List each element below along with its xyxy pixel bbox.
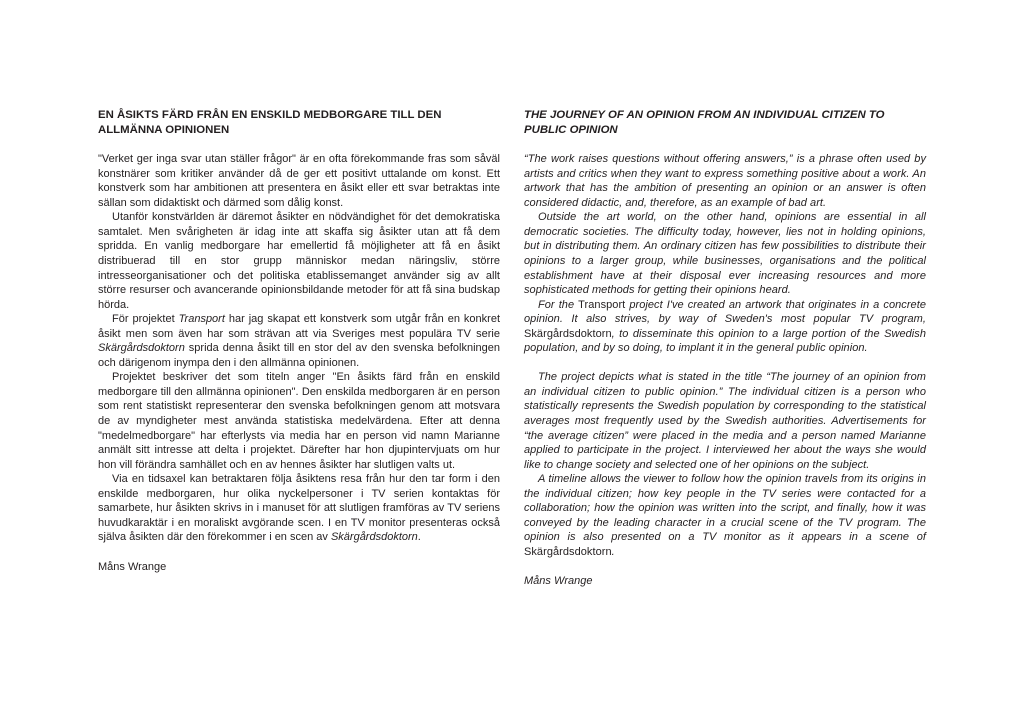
text-run: För projektet — [112, 313, 179, 326]
title-skargardsdoktorn: Skärgårdsdoktorn — [524, 327, 612, 340]
swedish-paragraph-1: "Verket ger inga svar utan ställer frågor" är en ofta förekommande fras som såväl konstnärer som kritiker använder då de ger ett positivt uttalande om konst. Ett konstverk som har ambitionen att presentera en åsikt eller ett svar betraktas inte sällan som didaktiskt och därmed som dålig konst. — [98, 153, 500, 209]
swedish-body — [98, 152, 500, 545]
title-transport: Transport — [578, 298, 626, 311]
english-body — [524, 152, 926, 559]
english-title: THE JOURNEY OF AN OPINION FROM AN INDIVIDUAL CITIZEN TO PUBLIC OPINION — [524, 109, 885, 136]
english-paragraph-4: The project depicts what is stated in the title “The journey of an opinion from an individual citizen to public opinion.” The individual citizen is a person who statistically represents the Swedish population by corresponding to the statistical averages most frequently used by the Swedish authorities. Advertisements for “the average citizen” were placed in the media and a person named Marianne applied to participate in the project. I interviewed her about the ways she would like to change society and selected one of her opinions on the subject. — [524, 371, 926, 471]
swedish-column — [98, 108, 500, 574]
text-run: project I've created an artwork that originates in a concrete opinion. It also strives, by way of Sweden's most popular TV program, — [524, 298, 926, 326]
text-run: , to disseminate this opinion to a large portion of the Swedish population, and by so doing, to implant it in the general public opinion. — [524, 327, 926, 355]
swedish-paragraph-4: Projektet beskriver det som titeln anger "En åsikts färd från en enskild medborgare till den allmänna opinionen". Den enskilda medborgaren är en person som rent statistiskt representerar den svenska befolkningen genom att motsvara de av myndigheter mest använda statistiska medelvärdena. Efter att denna "medelmedborgare" har efterlysts via media har en person vid namn Marianne anmält sitt intresse att delta i projektet. Därefter har hon djupintervjuats om hur hon vill förändra samhället och en av hennes åsikter har slutligen valts ut. — [98, 371, 500, 471]
english-paragraph-5 — [524, 472, 926, 559]
english-paragraph-3 — [524, 298, 926, 356]
title-skargardsdoktorn: Skärgårdsdoktorn — [330, 531, 418, 544]
english-paragraph-2: Outside the art world, on the other hand, opinions are essential in all democratic societies. The difficulty today, however, lies not in holding opinions, but in distributing them. An ordinary citizen has few possibilities to distribute their opinions to a larger group, while businesses, organisations and the political establishment have at their disposal ever increasing resources and more sophisticated methods for getting their opinions heard. — [524, 211, 926, 297]
text-run: A timeline allows the viewer to follow how the opinion travels from its origins in the individual citizen; how key people in the TV series were contacted for a collaboration; how the opinion was written into the script, and finally, how it was conveyed by the leading character in a crucial scene of the TV program. The opinion is also presented on a TV monitor as it appears in a scene of — [524, 473, 926, 544]
text-run: . — [417, 531, 421, 544]
text-run: sprida denna åsikt till en stor del av den svenska befolkningen och därigenom inympa den i den allmänna opinionen. — [98, 342, 500, 369]
english-paragraph-1: “The work raises questions without offering answers,” is a phrase often used by artists and critics when they want to express something positive about a work. An artwork that has the ambition of presenting an opinion or an answer is often considered didactic, and, therefore, as an example of bad art. — [524, 153, 926, 209]
text-run: Via en tidsaxel kan betraktaren följa åsiktens resa från hur den tar form i den enskilde medborgaren, hur olika nyckelpersoner i TV serien kontaktas för samarbete, hur åsikten skrivs in i manuset för att slutligen framföras av TV seriens huvudkaraktär i en moraliskt avgörande scen. I en TV monitor presenteras också själva åsikten där den förekommer i en scen av — [98, 473, 500, 544]
english-signature: Måns Wrange — [524, 575, 593, 588]
title-skargardsdoktorn: Skärgårdsdoktorn — [98, 342, 185, 355]
text-run: For the — [538, 298, 579, 311]
swedish-paragraph-3 — [98, 312, 500, 370]
text-run: har jag skapat ett konstverk som utgår från en konkret åsikt men som även har som strävan att via Sveriges mest populära TV serie — [98, 313, 500, 340]
title-transport: Transport — [178, 313, 225, 326]
swedish-title: EN ÅSIKTS FÄRD FRÅN EN ENSKILD MEDBORGARE TILL DEN ALLMÄNNA OPINIONEN — [98, 109, 442, 136]
title-skargardsdoktorn: Skärgårdsdoktorn — [524, 545, 612, 558]
swedish-paragraph-2: Utanför konstvärlden är däremot åsikter en nödvändighet för det demokratiska samtalet. Men svårigheten är idag inte att skaffa sig åsikter utan att få dem spridda. En vanlig medborgare har emellertid få möjligheter att få en åsikt distribuerad till en stor grupp människor medan näringsliv, större intresseorganisationer och det politiska etablissemanget använder sig av allt större resurser och avancerande opinionsbildande metoder för att få sina budskap hörda. — [98, 211, 500, 311]
swedish-paragraph-5 — [98, 472, 500, 545]
text-run: . — [611, 545, 615, 558]
english-column — [524, 108, 926, 589]
swedish-signature: Måns Wrange — [98, 560, 167, 573]
